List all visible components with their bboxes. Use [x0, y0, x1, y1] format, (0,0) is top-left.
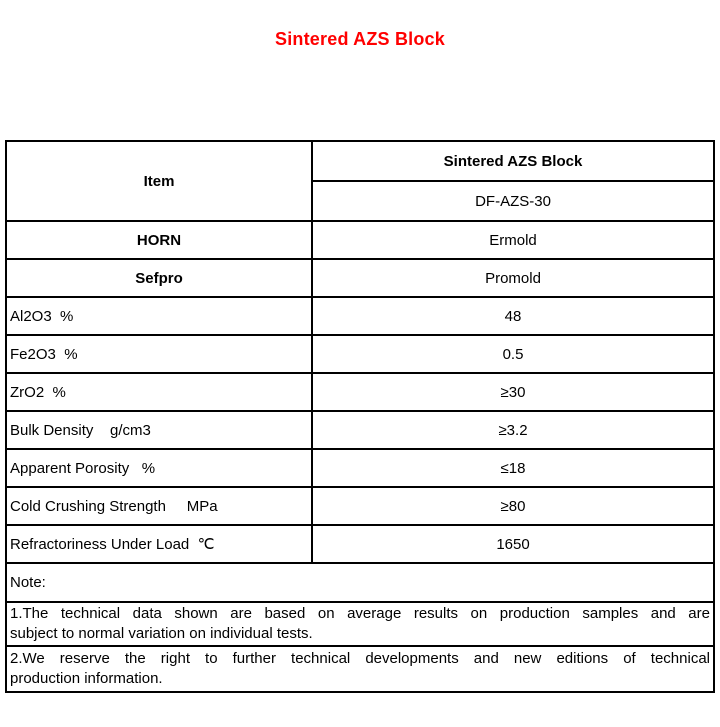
row-label-cell: Bulk Density g/cm3: [6, 411, 312, 449]
table-row-al2o3: [6, 297, 714, 335]
row-label-cell: Refractoriness Under Load ℃: [6, 525, 312, 563]
table-row-bulk-density: [6, 411, 714, 449]
table-row-sefpro: [6, 259, 714, 297]
row-value-cell: ≥3.2: [312, 411, 714, 449]
note-1-cell: [6, 602, 714, 646]
table-row-cold-crushing-strength: [6, 487, 714, 525]
note-1-line-1: 1.The technical data shown are based on average results on production samples and are: [10, 605, 710, 622]
row-value-cell: 0.5: [312, 335, 714, 373]
row-label-cell: ZrO2 %: [6, 373, 312, 411]
row-label-cell: Apparent Porosity %: [6, 449, 312, 487]
note-row-2: [6, 646, 714, 692]
header-model-cell: DF-AZS-30: [312, 181, 714, 221]
table-row-horn: [6, 221, 714, 259]
row-label-cell: HORN: [6, 221, 312, 259]
spec-table: [5, 140, 715, 693]
row-label-cell: Cold Crushing Strength MPa: [6, 487, 312, 525]
row-value-cell: Promold: [312, 259, 714, 297]
row-label-cell: Fe2O3 %: [6, 335, 312, 373]
page-title: Sintered AZS Block: [275, 29, 445, 49]
row-value-cell: 1650: [312, 525, 714, 563]
note-1-line-2: subject to normal variation on individual tests.: [10, 625, 313, 642]
table-row-zro2: [6, 373, 714, 411]
table-row-fe2o3: [6, 335, 714, 373]
note-2-line-2: production information.: [10, 670, 163, 687]
table-row-apparent-porosity: [6, 449, 714, 487]
header-product-cell: Sintered AZS Block: [312, 141, 714, 181]
note-2-cell: [6, 646, 714, 692]
row-value-cell: ≥30: [312, 373, 714, 411]
row-value-cell: ≤18: [312, 449, 714, 487]
header-row-product: [6, 141, 714, 181]
row-value-cell: Ermold: [312, 221, 714, 259]
row-label-cell: Al2O3 %: [6, 297, 312, 335]
note-label-cell: Note:: [6, 563, 714, 602]
row-value-cell: ≥80: [312, 487, 714, 525]
table-row-refractoriness: [6, 525, 714, 563]
note-label-row: [6, 563, 714, 602]
note-2-line-1: 2.We reserve the right to further technical developments and new editions of technical: [10, 650, 710, 667]
row-value-cell: 48: [312, 297, 714, 335]
note-row-1: [6, 602, 714, 646]
row-label-cell: Sefpro: [6, 259, 312, 297]
header-item-cell: Item: [6, 141, 312, 221]
